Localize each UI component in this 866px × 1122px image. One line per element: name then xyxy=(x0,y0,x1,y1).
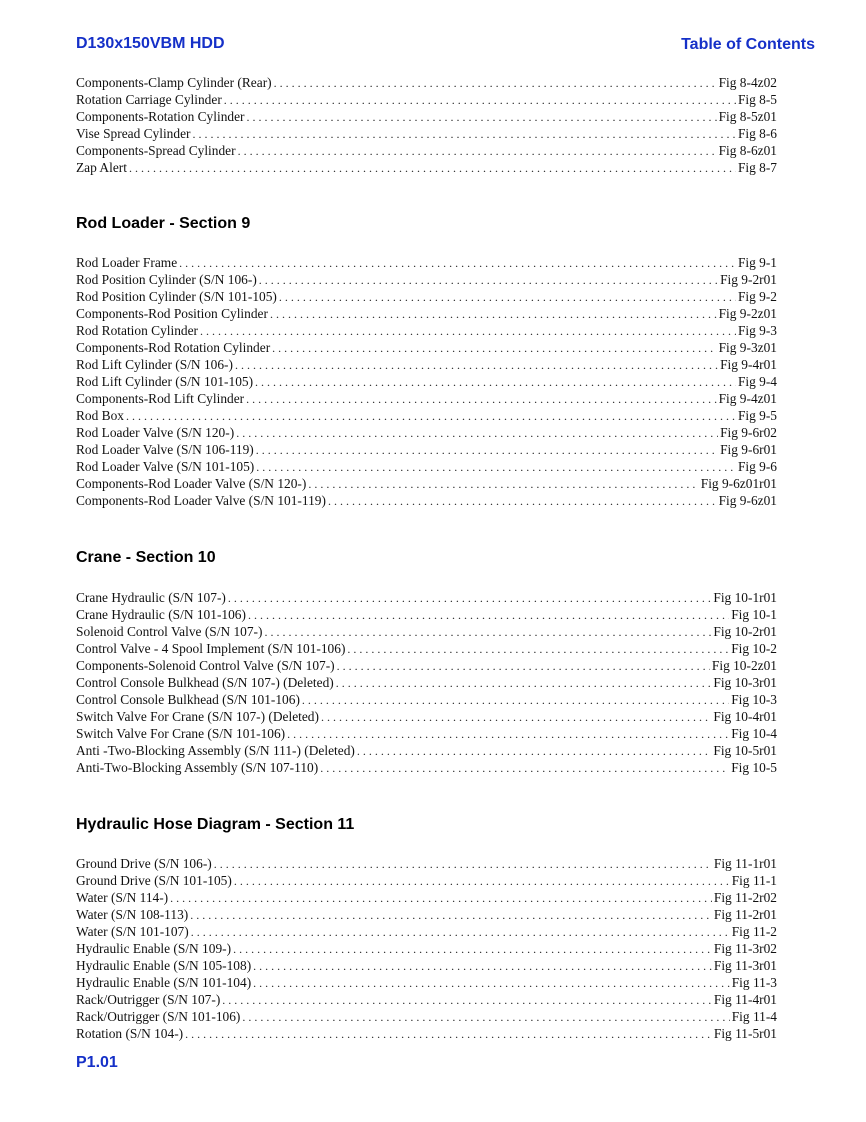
dot-leader xyxy=(264,624,711,641)
dot-leader xyxy=(255,374,736,391)
document-title: D130x150VBM HDD xyxy=(76,35,225,52)
dot-leader xyxy=(228,590,712,607)
toc-entry-figure: Fig 8-5z01 xyxy=(718,109,777,124)
toc-entry-label: Rod Loader Frame xyxy=(76,255,178,270)
toc-entry-figure: Fig 10-4 xyxy=(731,726,777,741)
dot-leader xyxy=(235,357,718,374)
toc-entry[interactable] xyxy=(76,458,777,475)
toc-entry-figure: Fig 9-6 xyxy=(737,459,777,474)
dot-leader xyxy=(256,442,718,459)
toc-entry-label: Hydraulic Enable (S/N 101-104) xyxy=(76,975,252,990)
toc-entry[interactable] xyxy=(76,475,777,492)
toc-entry-label: Components-Rod Loader Valve (S/N 101-119) xyxy=(76,493,326,508)
toc-entry[interactable] xyxy=(76,742,777,759)
toc-entry-label: Hydraulic Enable (S/N 105-108) xyxy=(76,958,252,973)
toc-entry-label: Rod Box xyxy=(76,408,124,423)
toc-entry-label: Anti -Two-Blocking Assembly (S/N 111-) (Deleted) xyxy=(76,743,355,758)
toc-entry[interactable] xyxy=(76,872,777,889)
toc-entry[interactable] xyxy=(76,691,777,708)
dot-leader xyxy=(279,289,736,306)
toc-entry-label: Components-Rod Position Cylinder xyxy=(76,306,268,321)
toc-entry-figure: Fig 10-3r01 xyxy=(713,675,777,690)
toc-entry-label: Components-Solenoid Control Valve (S/N 107-) xyxy=(76,658,335,673)
toc-entry-figure: Fig 10-2r01 xyxy=(713,624,777,639)
toc-entry-figure: Fig 9-4 xyxy=(737,374,777,389)
toc-entry-figure: Fig 11-2r01 xyxy=(713,907,777,922)
toc-entry-label: Switch Valve For Crane (S/N 107-) (Deleted) xyxy=(76,709,319,724)
dot-leader xyxy=(126,408,736,425)
toc-entry[interactable] xyxy=(76,288,777,305)
dot-leader xyxy=(253,958,712,975)
toc-entry-label: Solenoid Control Valve (S/N 107-) xyxy=(76,624,263,639)
toc-entry[interactable] xyxy=(76,441,777,458)
toc-entry-figure: Fig 9-4r01 xyxy=(720,357,777,372)
toc-entry-figure: Fig 10-4r01 xyxy=(713,709,777,724)
dot-leader xyxy=(190,907,712,924)
toc-entry[interactable] xyxy=(76,407,777,424)
dot-leader xyxy=(328,493,717,510)
toc-entry[interactable] xyxy=(76,923,777,940)
dot-leader xyxy=(357,743,712,760)
section-title-9: Rod Loader - Section 9 xyxy=(76,215,251,232)
toc-entry[interactable] xyxy=(76,906,777,923)
dot-leader xyxy=(224,92,736,109)
toc-entry-label: Rod Position Cylinder (S/N 101-105) xyxy=(76,289,277,304)
section-title-10: Crane - Section 10 xyxy=(76,549,216,566)
toc-entry-label: Components-Rod Loader Valve (S/N 120-) xyxy=(76,476,307,491)
toc-entry-figure: Fig 11-2 xyxy=(731,924,777,939)
dot-leader xyxy=(191,924,730,941)
dot-leader xyxy=(320,760,729,777)
toc-entry-figure: Fig 11-3 xyxy=(731,975,777,990)
toc-entry[interactable] xyxy=(76,657,777,674)
toc-entry[interactable] xyxy=(76,305,777,322)
dot-leader xyxy=(222,992,712,1009)
dot-leader xyxy=(234,873,730,890)
toc-entry-figure: Fig 9-3z01 xyxy=(718,340,777,355)
toc-entry-figure: Fig 11-3r01 xyxy=(713,958,777,973)
toc-entry-label: Rotation (S/N 104-) xyxy=(76,1026,184,1041)
toc-entry-label: Water (S/N 101-107) xyxy=(76,924,189,939)
dot-leader xyxy=(246,391,716,408)
toc-entry-figure: Fig 9-6r01 xyxy=(720,442,777,457)
toc-entry[interactable] xyxy=(76,974,777,991)
dot-leader xyxy=(253,975,730,992)
toc-entry[interactable] xyxy=(76,957,777,974)
toc-entry-label: Switch Valve For Crane (S/N 101-106) xyxy=(76,726,286,741)
toc-entry-label: Water (S/N 114-) xyxy=(76,890,169,905)
dot-leader xyxy=(185,1026,712,1043)
toc-entry-label: Rod Loader Valve (S/N 101-105) xyxy=(76,459,255,474)
toc-entry[interactable] xyxy=(76,725,777,742)
dot-leader xyxy=(236,425,718,442)
dot-leader xyxy=(200,323,736,340)
dot-leader xyxy=(233,941,712,958)
toc-entry[interactable] xyxy=(76,74,777,91)
toc-entry-label: Components-Rod Rotation Cylinder xyxy=(76,340,271,355)
toc-entry[interactable] xyxy=(76,159,777,176)
toc-entry-figure: Fig 9-2 xyxy=(737,289,777,304)
toc-entry-figure: Fig 9-6z01 xyxy=(718,493,777,508)
toc-entry-label: Rod Rotation Cylinder xyxy=(76,323,198,338)
toc-entry[interactable] xyxy=(76,759,777,776)
toc-entry[interactable] xyxy=(76,390,777,407)
toc-entry-figure: Fig 10-5r01 xyxy=(713,743,777,758)
toc-entry-label: Components-Clamp Cylinder (Rear) xyxy=(76,75,272,90)
toc-entry-figure: Fig 10-2 xyxy=(731,641,777,656)
toc-list-section-8 xyxy=(76,74,777,176)
toc-entry-figure: Fig 10-1r01 xyxy=(713,590,777,605)
toc-entry-figure: Fig 11-2r02 xyxy=(713,890,777,905)
toc-entry-label: Rack/Outrigger (S/N 107-) xyxy=(76,992,221,1007)
toc-entry-label: Rack/Outrigger (S/N 101-106) xyxy=(76,1009,241,1024)
toc-list-section-9 xyxy=(76,254,777,509)
toc-entry[interactable] xyxy=(76,889,777,906)
toc-entry-label: Rod Lift Cylinder (S/N 101-105) xyxy=(76,374,254,389)
toc-entry-label: Control Valve - 4 Spool Implement (S/N 101-106) xyxy=(76,641,346,656)
toc-entry[interactable] xyxy=(76,855,777,872)
toc-entry-figure: Fig 9-6z01r01 xyxy=(700,476,777,491)
dot-leader xyxy=(192,126,735,143)
dot-leader xyxy=(336,675,712,692)
toc-entry[interactable] xyxy=(76,940,777,957)
toc-entry-figure: Fig 11-3r02 xyxy=(713,941,777,956)
toc-entry-label: Control Console Bulkhead (S/N 107-) (Deleted) xyxy=(76,675,334,690)
toc-entry[interactable] xyxy=(76,1008,777,1025)
toc-entry-label: Rotation Carriage Cylinder xyxy=(76,92,222,107)
dot-leader xyxy=(302,692,729,709)
dot-leader xyxy=(259,272,718,289)
toc-entry[interactable] xyxy=(76,373,777,390)
dot-leader xyxy=(256,459,736,476)
toc-entry-figure: Fig 10-2z01 xyxy=(711,658,777,673)
dot-leader xyxy=(248,607,729,624)
toc-entry-label: Hydraulic Enable (S/N 109-) xyxy=(76,941,232,956)
page-number: P1.01 xyxy=(76,1054,118,1071)
dot-leader xyxy=(242,1009,729,1026)
toc-entry[interactable] xyxy=(76,108,777,125)
toc-entry-figure: Fig 9-2r01 xyxy=(720,272,777,287)
toc-entry[interactable] xyxy=(76,640,777,657)
toc-entry[interactable] xyxy=(76,492,777,509)
toc-entry-label: Zap Alert xyxy=(76,160,127,175)
toc-entry[interactable] xyxy=(76,271,777,288)
dot-leader xyxy=(170,890,712,907)
dot-leader xyxy=(274,75,717,92)
toc-entry-label: Crane Hydraulic (S/N 101-106) xyxy=(76,607,246,622)
toc-entry-label: Rod Loader Valve (S/N 120-) xyxy=(76,425,235,440)
toc-entry-label: Components-Spread Cylinder xyxy=(76,143,236,158)
dot-leader xyxy=(337,658,710,675)
toc-entry-figure: Fig 11-1r01 xyxy=(713,856,777,871)
toc-entry-figure: Fig 8-6z01 xyxy=(718,143,777,158)
toc-entry[interactable] xyxy=(76,322,777,339)
toc-entry-figure: Fig 8-6 xyxy=(737,126,777,141)
toc-entry[interactable] xyxy=(76,991,777,1008)
toc-entry[interactable] xyxy=(76,674,777,691)
dot-leader xyxy=(287,726,729,743)
section-title-11: Hydraulic Hose Diagram - Section 11 xyxy=(76,816,355,833)
toc-entry[interactable] xyxy=(76,589,777,606)
toc-entry-label: Components-Rotation Cylinder xyxy=(76,109,245,124)
dot-leader xyxy=(238,143,717,160)
dot-leader xyxy=(129,160,736,177)
dot-leader xyxy=(214,856,712,873)
dot-leader xyxy=(179,255,736,272)
toc-entry-figure: Fig 10-5 xyxy=(731,760,777,775)
toc-entry-label: Control Console Bulkhead (S/N 101-106) xyxy=(76,692,300,707)
toc-entry-figure: Fig 9-4z01 xyxy=(718,391,777,406)
dot-leader xyxy=(270,306,717,323)
toc-entry[interactable] xyxy=(76,125,777,142)
toc-entry-label: Crane Hydraulic (S/N 107-) xyxy=(76,590,226,605)
toc-entry-label: Ground Drive (S/N 106-) xyxy=(76,856,212,871)
toc-entry-figure: Fig 11-4 xyxy=(731,1009,777,1024)
toc-heading: Table of Contents xyxy=(681,36,815,53)
toc-entry[interactable] xyxy=(76,254,777,271)
toc-entry-label: Rod Lift Cylinder (S/N 106-) xyxy=(76,357,233,372)
toc-list-section-11 xyxy=(76,855,777,1042)
toc-entry-figure: Fig 11-1 xyxy=(731,873,777,888)
toc-entry-figure: Fig 10-3 xyxy=(731,692,777,707)
dot-leader xyxy=(321,709,711,726)
toc-entry-label: Rod Position Cylinder (S/N 106-) xyxy=(76,272,257,287)
dot-leader xyxy=(347,641,729,658)
toc-entry[interactable] xyxy=(76,339,777,356)
toc-entry-label: Components-Rod Lift Cylinder xyxy=(76,391,245,406)
toc-entry-figure: Fig 9-5 xyxy=(737,408,777,423)
toc-entry-figure: Fig 9-6r02 xyxy=(720,425,777,440)
toc-entry-figure: Fig 9-1 xyxy=(737,255,777,270)
toc-entry-label: Ground Drive (S/N 101-105) xyxy=(76,873,232,888)
toc-entry-figure: Fig 10-1 xyxy=(731,607,777,622)
toc-entry-label: Water (S/N 108-113) xyxy=(76,907,189,922)
toc-entry-figure: Fig 8-7 xyxy=(737,160,777,175)
toc-entry-label: Vise Spread Cylinder xyxy=(76,126,191,141)
toc-entry-figure: Fig 8-4z02 xyxy=(718,75,777,90)
toc-entry-label: Anti-Two-Blocking Assembly (S/N 107-110) xyxy=(76,760,319,775)
dot-leader xyxy=(308,476,698,493)
toc-entry-figure: Fig 11-4r01 xyxy=(713,992,777,1007)
toc-list-section-10 xyxy=(76,589,777,776)
toc-entry-figure: Fig 11-5r01 xyxy=(713,1026,777,1041)
toc-entry[interactable] xyxy=(76,91,777,108)
toc-entry[interactable] xyxy=(76,708,777,725)
toc-entry-figure: Fig 8-5 xyxy=(737,92,777,107)
toc-entry[interactable] xyxy=(76,142,777,159)
toc-entry-figure: Fig 9-3 xyxy=(737,323,777,338)
toc-entry[interactable] xyxy=(76,424,777,441)
toc-entry-label: Rod Loader Valve (S/N 106-119) xyxy=(76,442,254,457)
toc-entry[interactable] xyxy=(76,356,777,373)
toc-entry[interactable] xyxy=(76,606,777,623)
dot-leader xyxy=(247,109,717,126)
toc-entry-figure: Fig 9-2z01 xyxy=(718,306,777,321)
toc-entry[interactable] xyxy=(76,623,777,640)
toc-entry[interactable] xyxy=(76,1025,777,1042)
dot-leader xyxy=(272,340,716,357)
